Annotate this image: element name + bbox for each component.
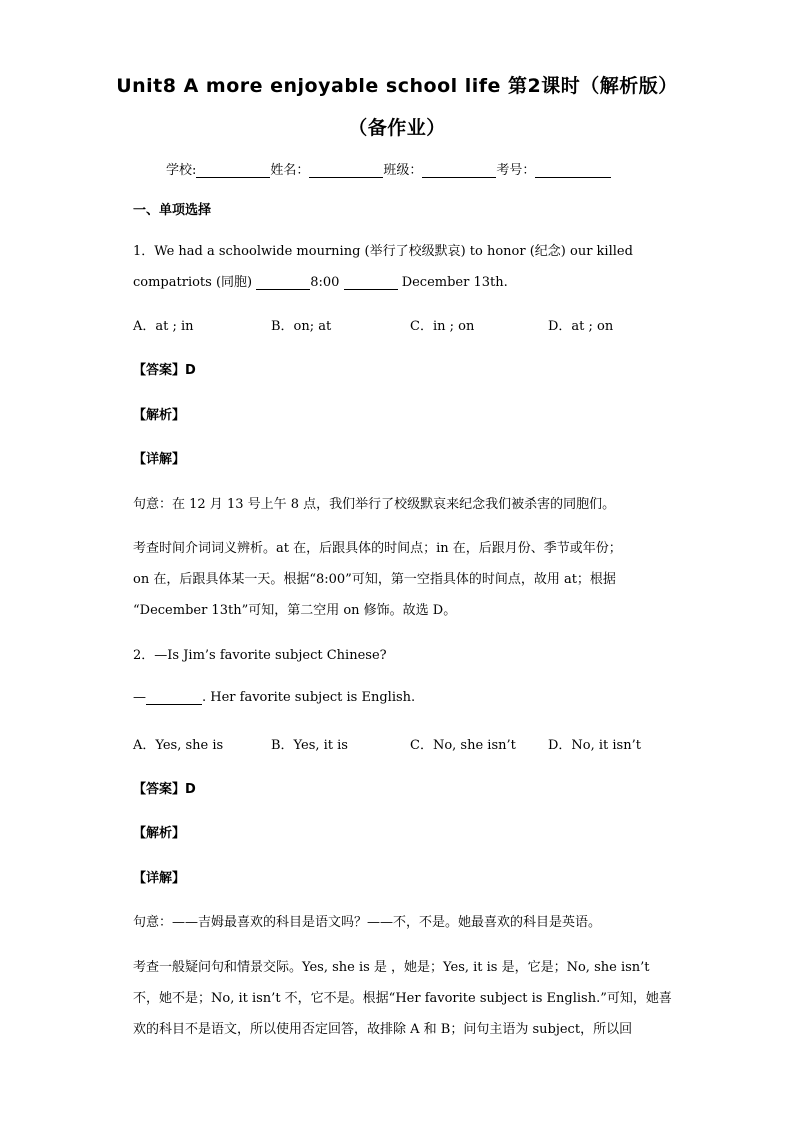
number-label: 考号： bbox=[496, 163, 536, 178]
q1-stem-part-a: compatriots (同胞) bbox=[133, 275, 257, 290]
q2-explanation-line3: 欢的科目不是语文，所以使用否定回答，故排除 A 和 B；问句主语为 subject，所以回 bbox=[133, 1022, 633, 1037]
q1-stem-part-b: 8:00 bbox=[310, 275, 344, 290]
q2-detail-label: 【详解】 bbox=[133, 871, 186, 886]
q2-option-b: B．Yes, it is bbox=[271, 738, 348, 753]
class-blank[interactable] bbox=[422, 163, 496, 178]
q1-stem-line2 bbox=[133, 271, 508, 290]
q2-translation: 句意：——吉姆最喜欢的科目是语文吗？——不，不是。她最喜欢的科目是英语。 bbox=[133, 915, 602, 930]
school-blank[interactable] bbox=[196, 163, 270, 178]
q2-stem-part-a: — bbox=[133, 690, 146, 705]
name-blank[interactable] bbox=[309, 163, 383, 178]
q1-blank-1 bbox=[256, 276, 310, 290]
q2-option-a: A．Yes, she is bbox=[133, 738, 224, 753]
document-title: Unit8 A more enjoyable school life 第2课时（解析版） bbox=[116, 75, 678, 97]
q2-option-d: D．No, it isn’t bbox=[548, 738, 641, 753]
q1-stem-part-c: December 13th. bbox=[397, 275, 508, 290]
number-blank[interactable] bbox=[535, 163, 611, 178]
q1-option-d: D．at ; on bbox=[548, 319, 614, 334]
q2-analysis-label: 【解析】 bbox=[133, 826, 186, 841]
q2-blank bbox=[146, 691, 202, 705]
q1-translation: 句意：在 12 月 13 号上午 8 点，我们举行了校级默哀来纪念我们被杀害的同胞们。 bbox=[133, 497, 616, 512]
q2-stem-part-b: . Her favorite subject is English. bbox=[202, 690, 416, 705]
q1-option-a: A．at ; in bbox=[133, 319, 194, 334]
class-label: 班级： bbox=[383, 163, 423, 178]
school-label: 学校: bbox=[166, 163, 197, 178]
q2-explanation-line1: 考查一般疑问句和情景交际。Yes, she is 是 ，她是；Yes, it is 是，它是；No, she isn’t bbox=[133, 960, 650, 975]
q2-stem-line2 bbox=[133, 690, 415, 705]
q1-answer: 【答案】D bbox=[133, 363, 196, 378]
q1-detail-label: 【详解】 bbox=[133, 452, 186, 467]
document-subtitle: （备作业） bbox=[348, 117, 446, 139]
q2-answer: 【答案】D bbox=[133, 782, 196, 797]
q2-option-c: C．No, she isn’t bbox=[410, 738, 516, 753]
q1-blank-2 bbox=[344, 276, 398, 290]
section-title: 一、单项选择 bbox=[133, 203, 212, 218]
q1-stem-line1: 1．We had a schoolwide mourning (举行了校级默哀) to honor (纪念) our killed bbox=[133, 244, 633, 259]
q2-stem-line1: 2．—Is Jim’s favorite subject Chinese? bbox=[133, 648, 387, 663]
q1-option-c: C．in ; on bbox=[410, 319, 475, 334]
q1-analysis-label: 【解析】 bbox=[133, 408, 186, 423]
q2-explanation-line2: 不，她不是；No, it isn’t 不，它不是。根据“Her favorite subject is English.”可知，她喜 bbox=[133, 991, 672, 1006]
q1-explanation-line1: 考查时间介词词义辨析。at 在，后跟具体的时间点；in 在，后跟月份、季节或年份； bbox=[133, 541, 622, 556]
q1-explanation-line3: “December 13th”可知，第二空用 on 修饰。故选 D。 bbox=[133, 603, 457, 618]
q1-option-b: B．on; at bbox=[271, 319, 332, 334]
q1-explanation-line2: on 在，后跟具体某一天。根据“8:00”可知，第一空指具体的时间点，故用 at；根据 bbox=[133, 572, 616, 587]
student-info-line bbox=[166, 159, 611, 178]
name-label: 姓名： bbox=[270, 163, 310, 178]
